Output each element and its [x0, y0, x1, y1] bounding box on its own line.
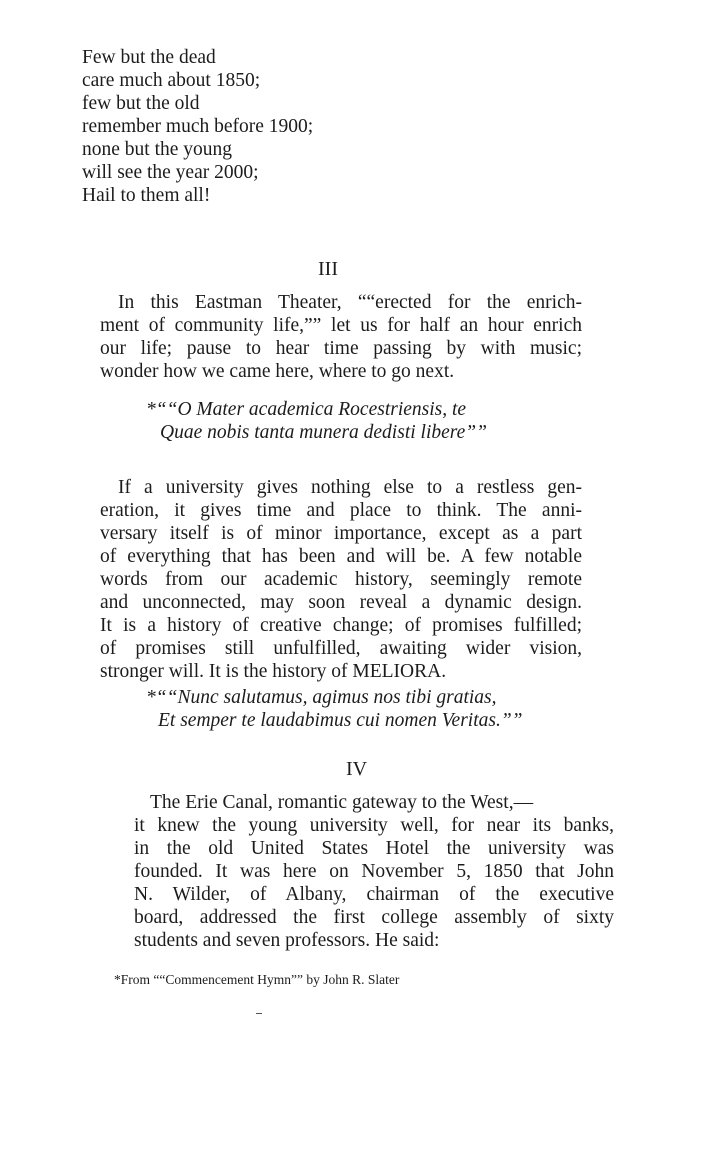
- paragraph-line: our life; pause to hear time passing by with music;: [100, 338, 582, 359]
- paragraph-line: founded. It was here on November 5, 1850 that John: [134, 861, 614, 882]
- paragraph-line: board, addressed the first college assembly of sixty: [134, 907, 614, 928]
- section-heading-iii: III: [318, 258, 338, 280]
- paragraph-line: If a university gives nothing else to a restless gen-: [118, 477, 582, 498]
- paragraph-line: in the old United States Hotel the university was: [134, 838, 614, 859]
- paragraph-line: N. Wilder, of Albany, chairman of the executive: [134, 884, 614, 905]
- poem-line: remember much before 1900;: [82, 116, 314, 137]
- quote-line: *““O Mater academica Rocestriensis, te: [146, 399, 467, 420]
- poem-line: will see the year 2000;: [82, 162, 259, 183]
- paragraph-line: of everything that has been and will be. A few notable: [100, 546, 582, 567]
- paragraph-line: students and seven professors. He said:: [134, 930, 440, 951]
- poem-line: care much about 1850;: [82, 70, 261, 91]
- paragraph-line: ment of community life,”” let us for half an hour enrich: [100, 315, 582, 336]
- paragraph-line: stronger will. It is the history of MELIORA.: [100, 661, 447, 682]
- poem-line: Few but the dead: [82, 47, 216, 68]
- quote-line: *““Nunc salutamus, agimus nos tibi gratias,: [146, 687, 497, 708]
- paragraph-line: versary itself is of minor importance, except as a part: [100, 523, 582, 544]
- paragraph-line: of promises still unfulfilled, awaiting wider vision,: [100, 638, 582, 659]
- paragraph-line: wonder how we came here, where to go next.: [100, 361, 455, 382]
- paragraph-line: it knew the young university well, for near its banks,: [134, 815, 614, 836]
- quote-line: Quae nobis tanta munera dedisti libere””: [160, 422, 487, 443]
- paragraph-line: The Erie Canal, romantic gateway to the West,—: [150, 792, 534, 813]
- poem-line: Hail to them all!: [82, 185, 211, 206]
- page-mark: [256, 1013, 262, 1014]
- footnote: *From ““Commencement Hymn”” by John R. Slater: [114, 972, 400, 987]
- poem-line: none but the young: [82, 139, 233, 160]
- quote-line: Et semper te laudabimus cui nomen Veritas.””: [158, 710, 523, 731]
- paragraph-line: In this Eastman Theater, ““erected for the enrich-: [118, 292, 582, 313]
- section-heading-iv: IV: [346, 758, 368, 780]
- paragraph-line: eration, it gives time and place to think. The anni-: [100, 500, 582, 521]
- paragraph-line: and unconnected, may soon reveal a dynamic design.: [100, 592, 582, 613]
- paragraph-line: It is a history of creative change; of promises fulfilled;: [100, 615, 582, 636]
- poem-line: few but the old: [82, 93, 200, 114]
- paragraph-line: words from our academic history, seemingly remote: [100, 569, 582, 590]
